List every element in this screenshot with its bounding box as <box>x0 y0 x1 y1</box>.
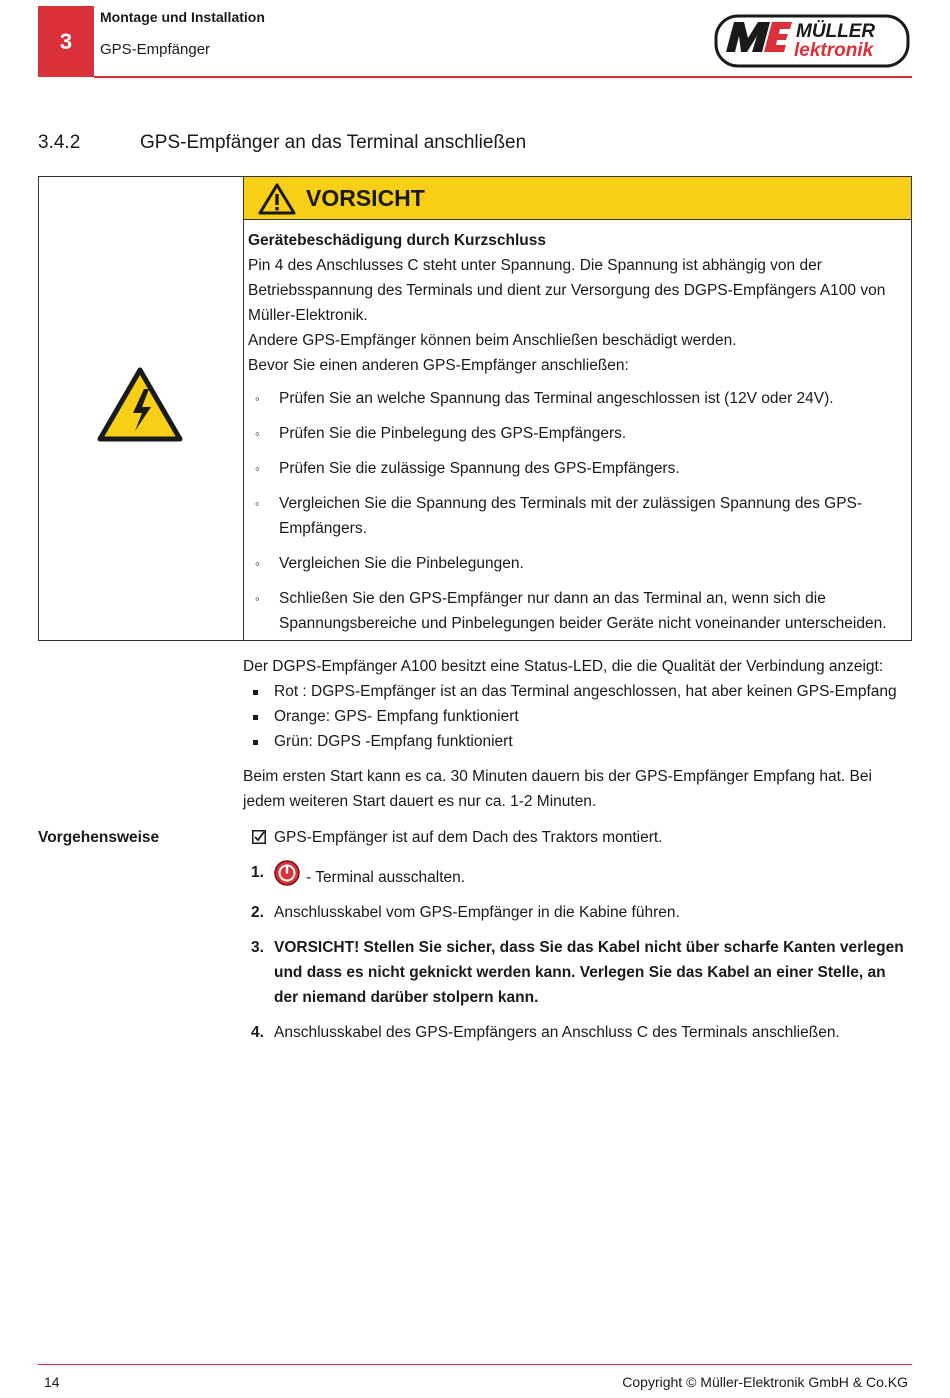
warning-signal-word: VORSICHT <box>306 185 425 211</box>
step-number: 4. <box>251 1024 264 1041</box>
led-status-section <box>243 654 913 814</box>
header-rule <box>94 76 912 78</box>
svg-text:lektronik: lektronik <box>794 40 874 61</box>
square-bullet-icon <box>253 715 258 720</box>
list-item: Rot : DGPS-Empfänger ist an das Terminal angeschlossen, hat aber keinen GPS-Empfang <box>243 679 913 704</box>
chapter-number-box <box>38 6 94 77</box>
list-item: ◦ Prüfen Sie die zulässige Spannung des GPS-Empfängers. <box>248 456 903 481</box>
running-section-title: GPS-Empfänger <box>100 41 211 58</box>
circle-bullet-icon: ◦ <box>255 426 260 441</box>
list-item: ◦ Schließen Sie den GPS-Empfänger nur dann an das Terminal an, wenn sich die Spannungsbereiche und Pinbelegungen beider Geräte nicht voneinander unterscheiden. <box>248 586 903 636</box>
circle-bullet-icon: ◦ <box>255 556 260 571</box>
warning-column-divider <box>243 176 244 641</box>
square-bullet-icon <box>253 740 258 745</box>
procedure-step: 1. - Terminal ausschalten. <box>243 860 913 890</box>
mueller-elektronik-logo <box>714 12 910 70</box>
svg-text:MÜLLER: MÜLLER <box>796 21 876 42</box>
procedure-section <box>243 825 913 1045</box>
list-item: ◦ Prüfen Sie an welche Spannung das Terminal angeschlossen ist (12V oder 24V). <box>248 386 903 411</box>
warning-triangle-icon <box>258 183 296 215</box>
list-item: Orange: GPS- Empfang funktioniert <box>243 704 913 729</box>
list-item: ◦ Vergleichen Sie die Spannung des Terminals mit der zulässigen Spannung des GPS-Empfängers. <box>248 491 903 541</box>
circle-bullet-icon: ◦ <box>255 496 260 511</box>
circle-bullet-icon: ◦ <box>255 591 260 606</box>
step-number: 1. <box>251 864 264 881</box>
start-note: Beim ersten Start kann es ca. 30 Minuten dauern bis der GPS-Empfänger Empfang hat. Bei jedem weiteren Start dauert es nur ca. 1-2 Minuten. <box>243 768 872 810</box>
list-item: Grün: DGPS -Empfang funktioniert <box>243 729 913 754</box>
section-title: GPS-Empfänger an das Terminal anschließen <box>140 132 527 153</box>
chapter-title: Montage und Installation <box>100 9 265 25</box>
chapter-number: 3 <box>59 28 73 54</box>
warning-body <box>248 228 903 646</box>
procedure-label: Vorgehensweise <box>38 829 160 846</box>
square-bullet-icon <box>253 690 258 695</box>
step-number: 3. <box>251 939 264 956</box>
page-number: 14 <box>44 1374 60 1390</box>
warning-paragraph: Pin 4 des Anschlusses C steht unter Spannung. Die Spannung ist abhängig von der Betriebsspannung des Terminals und dient zur Versorgung des DGPS-Empfängers A100 von Müller-Elektronik. <box>248 257 886 324</box>
electric-shock-warning-icon <box>97 367 183 443</box>
footer-rule <box>38 1364 912 1365</box>
section-number: 3.4.2 <box>38 132 81 153</box>
warning-checklist <box>248 386 903 636</box>
power-button-icon <box>274 860 300 886</box>
procedure-step: 3. VORSICHT! Stellen Sie sicher, dass Sie das Kabel nicht über scharfe Kanten verlegen und dass es nicht geknickt werden kann. Verlegen Sie das Kabel an einer Stelle, an der niemand darüber stolpern kann. <box>243 935 913 1010</box>
circle-bullet-icon: ◦ <box>255 461 260 476</box>
warning-paragraph: Andere GPS-Empfänger können beim Anschließen beschädigt werden. <box>248 332 737 349</box>
procedure-step: 4. Anschlusskabel des GPS-Empfängers an Anschluss C des Terminals anschließen. <box>243 1020 913 1045</box>
procedure-steps <box>243 860 913 1045</box>
led-intro: Der DGPS-Empfänger A100 besitzt eine Status-LED, die die Qualität der Verbindung anzeigt: <box>243 658 884 675</box>
list-item: ◦ Vergleichen Sie die Pinbelegungen. <box>248 551 903 576</box>
procedure-step: 2. Anschlusskabel vom GPS-Empfänger in die Kabine führen. <box>243 900 913 925</box>
warning-paragraph: Bevor Sie einen anderen GPS-Empfänger anschließen: <box>248 357 629 374</box>
led-status-list <box>243 679 913 754</box>
warning-heading: Gerätebeschädigung durch Kurzschluss <box>248 232 547 249</box>
list-item: ◦ Prüfen Sie die Pinbelegung des GPS-Empfängers. <box>248 421 903 446</box>
circle-bullet-icon: ◦ <box>255 391 260 406</box>
copyright-notice: Copyright © Müller-Elektronik GmbH & Co.KG <box>622 1374 908 1390</box>
checkbox-checked-icon <box>252 830 266 844</box>
precondition: GPS-Empfänger ist auf dem Dach des Traktors montiert. <box>243 825 913 850</box>
step-number: 2. <box>251 904 264 921</box>
